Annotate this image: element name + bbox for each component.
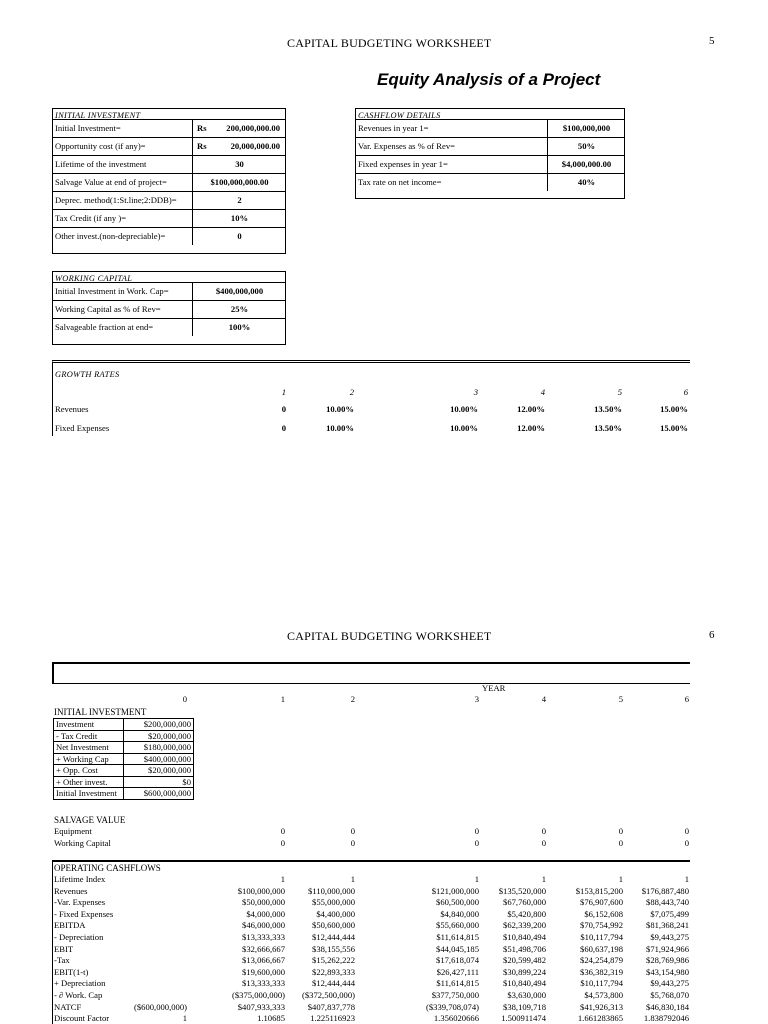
- row-label: Tax rate on net income=: [358, 177, 442, 187]
- box-row: [53, 119, 285, 137]
- investment-row: [54, 730, 194, 742]
- value-text: $400,000,000: [215, 286, 264, 296]
- operating-value: $153,815,200: [575, 885, 623, 896]
- operating-value: $71,924,966: [646, 943, 689, 954]
- box-row: [53, 282, 285, 300]
- growth-year-header: 6: [683, 387, 688, 397]
- investment-label: + Opp. Cost: [54, 765, 124, 777]
- operating-value: 1: [350, 874, 355, 884]
- operating-value: $10,840,494: [503, 978, 546, 989]
- box-row: [53, 137, 285, 155]
- investment-label: - Tax Credit: [54, 730, 124, 742]
- growth-rate-value: 10.00%: [450, 404, 478, 414]
- row-label: Opportunity cost (if any)=: [55, 141, 146, 151]
- investment-row: [54, 776, 194, 788]
- operating-value: $81,368,241: [646, 920, 689, 931]
- operating-value: $121,000,000: [431, 885, 479, 896]
- operating-row-label: - Depreciation: [54, 932, 104, 942]
- operating-value: $70,754,992: [580, 920, 623, 931]
- row-value: [192, 174, 286, 191]
- cashflow-details-box: [355, 108, 625, 199]
- operating-row-label: Lifetime Index: [54, 874, 106, 884]
- operating-value: $12,444,444: [312, 978, 355, 989]
- operating-value: $4,000,000: [246, 908, 285, 919]
- row-value: [547, 174, 625, 191]
- operating-value: $41,926,313: [580, 1001, 623, 1012]
- page-header: CAPITAL BUDGETING WORKSHEET: [287, 36, 492, 50]
- operating-value: $407,837,778: [307, 1001, 355, 1012]
- working-capital-title: WORKING CAPITAL: [55, 274, 133, 283]
- year-column-header: 2: [350, 694, 355, 704]
- value-text: $100,000,000.00: [210, 177, 269, 187]
- salvage-value: 0: [618, 838, 623, 848]
- salvage-value: 0: [280, 838, 285, 848]
- row-label: Other invest.(non-depreciable)=: [55, 231, 166, 241]
- operating-value: $100,000,000: [237, 885, 285, 896]
- operating-row-label: NATCF: [54, 1001, 82, 1012]
- operating-value: $60,500,000: [436, 897, 479, 908]
- operating-row-label: - Fixed Expenses: [54, 908, 114, 919]
- cashflow-details-title: CASHFLOW DETAILS: [358, 111, 441, 120]
- investment-label: Investment: [54, 719, 124, 731]
- investment-value: $400,000,000: [124, 753, 194, 765]
- initial-investment-table: [53, 718, 194, 800]
- operating-value: $3,630,000: [507, 990, 546, 1000]
- value-text: 10%: [230, 213, 249, 223]
- row-value: [547, 120, 625, 137]
- operating-value: $55,000,000: [312, 897, 355, 908]
- operating-value: $24,254,879: [580, 955, 623, 966]
- operating-year0-value: ($600,000,000): [134, 1001, 187, 1012]
- salvage-value: 0: [618, 826, 623, 836]
- box-row: [53, 173, 285, 191]
- growth-rate-value: 0: [281, 423, 286, 433]
- growth-rate-value: 0: [281, 404, 286, 414]
- operating-value: $43,154,980: [646, 966, 689, 977]
- row-label: Tax Credit (if any )=: [55, 213, 127, 223]
- growth-year-header: 4: [540, 387, 545, 397]
- investment-row: [54, 765, 194, 777]
- row-value: [192, 120, 286, 137]
- row-label: Fixed expenses in year 1=: [358, 159, 448, 169]
- operating-value: $7,075,499: [650, 908, 689, 919]
- operating-value: $51,498,706: [503, 943, 546, 954]
- operating-value: $44,045,185: [436, 943, 479, 954]
- growth-rate-value: 15.00%: [660, 404, 688, 414]
- year-column-header: 3: [474, 694, 479, 704]
- page-number-2: 6: [709, 629, 715, 641]
- salvage-value: 0: [280, 826, 285, 836]
- investment-value: $20,000,000: [124, 765, 194, 777]
- row-value: [192, 301, 286, 318]
- box-row: [356, 137, 624, 155]
- operating-value: $9,443,275: [650, 978, 689, 989]
- operating-value: $19,600,000: [242, 966, 285, 977]
- value-text: 30: [235, 159, 244, 169]
- operating-row-label: EBIT(1-t): [54, 966, 89, 977]
- operating-row-label: + Depreciation: [54, 978, 106, 989]
- row-value: [192, 319, 286, 336]
- operating-value: $60,637,198: [580, 943, 623, 954]
- operating-value: $4,573,800: [584, 990, 623, 1000]
- growth-rate-value: 10.00%: [450, 423, 478, 433]
- operating-value: 1.500911474: [501, 1013, 546, 1024]
- row-label: Initial Investment in Work. Cap=: [55, 286, 169, 296]
- row-value: [192, 210, 286, 227]
- growth-rates-title: GROWTH RATES: [55, 370, 120, 379]
- operating-row-label: Discount Factor: [54, 1013, 110, 1024]
- operating-value: $4,840,000: [440, 908, 479, 919]
- row-value: [192, 138, 286, 155]
- page-number: 5: [709, 35, 715, 47]
- row-label: Salvage Value at end of project=: [55, 177, 167, 187]
- investment-value: $200,000,000: [124, 719, 194, 731]
- row-value: [192, 228, 286, 245]
- operating-value: $407,933,333: [237, 1001, 285, 1012]
- growth-rate-value: 10.00%: [326, 404, 354, 414]
- operating-value: ($372,500,000): [302, 990, 355, 1000]
- operating-value: $76,907,600: [580, 897, 623, 908]
- box-row: [356, 119, 624, 137]
- value-text: 50%: [577, 141, 596, 151]
- growth-rate-value: 10.00%: [326, 423, 354, 433]
- value-text: 40%: [577, 177, 596, 187]
- salvage-row-label: Working Capital: [54, 838, 111, 848]
- page-header-2: CAPITAL BUDGETING WORKSHEET: [287, 629, 492, 643]
- operating-value: $22,893,333: [312, 966, 355, 977]
- growth-rate-value: 15.00%: [660, 423, 688, 433]
- year-label: YEAR: [482, 683, 506, 693]
- operating-value: $12,444,444: [312, 932, 355, 942]
- salvage-value: 0: [474, 826, 479, 836]
- growth-rates-section: [52, 360, 690, 436]
- year-column-header: 0: [182, 694, 187, 704]
- operating-value: $6,152,608: [584, 908, 623, 919]
- box-row: [356, 155, 624, 173]
- investment-row: [54, 742, 194, 754]
- investment-label: + Working Cap: [54, 753, 124, 765]
- working-capital-box: [52, 271, 286, 345]
- operating-value: 1: [474, 874, 479, 884]
- year-column-header: 1: [280, 694, 285, 704]
- year-header-bar: [52, 662, 690, 684]
- operating-value: $38,155,556: [312, 943, 355, 954]
- operating-value: 1: [684, 874, 689, 884]
- salvage-value: 0: [541, 838, 546, 848]
- initial-investment-title: INITIAL INVESTMENT: [55, 111, 141, 120]
- year-column-header: 6: [684, 694, 689, 704]
- salvage-value: 0: [350, 826, 355, 836]
- box-row: [356, 173, 624, 191]
- box-row: [53, 209, 285, 227]
- salvage-row-label: Equipment: [54, 826, 92, 836]
- operating-value: 1.10685: [257, 1013, 285, 1024]
- row-label: Salvageable fraction at end=: [55, 322, 154, 332]
- operating-year0-value: 1: [182, 1013, 187, 1024]
- operating-value: $17,618,074: [436, 955, 479, 966]
- row-label: Working Capital as % of Rev=: [55, 304, 161, 314]
- operating-row-label: -Tax: [54, 955, 70, 966]
- value-text: $100,000,000: [562, 123, 611, 133]
- investment-value: $180,000,000: [124, 742, 194, 754]
- value-text: $4,000,000.00: [561, 159, 612, 169]
- salvage-value: 0: [684, 826, 689, 836]
- operating-value: $5,768,070: [650, 990, 689, 1000]
- operating-value: $135,520,000: [498, 885, 546, 896]
- operating-row-label: EBIT: [54, 943, 74, 954]
- box-row: [53, 300, 285, 318]
- operating-value: $20,599,482: [503, 955, 546, 966]
- operating-value: $10,117,794: [580, 932, 623, 942]
- investment-row: [54, 719, 194, 731]
- investment-row: [54, 753, 194, 765]
- year-column-header: 4: [541, 694, 546, 704]
- operating-value: ($339,708,074): [426, 1001, 479, 1012]
- operating-value: $110,000,000: [308, 885, 355, 896]
- operating-value: $50,000,000: [242, 897, 285, 908]
- value-text: 200,000,000.00: [226, 123, 280, 133]
- row-label: Deprec. method(1:St.line;2:DDB)=: [55, 195, 177, 205]
- operating-value: $32,666,667: [242, 943, 285, 954]
- salvage-value: 0: [541, 826, 546, 836]
- row-value: [547, 156, 625, 173]
- growth-row-label: Fixed Expenses: [55, 423, 110, 433]
- investment-value: $20,000,000: [124, 730, 194, 742]
- salvage-value-title: SALVAGE VALUE: [54, 815, 126, 825]
- row-value: [192, 156, 286, 173]
- operating-value: 1: [280, 874, 285, 884]
- operating-value: $176,887,480: [641, 885, 689, 896]
- operating-value: $26,427,111: [436, 966, 479, 977]
- operating-value: $5,420,800: [507, 908, 546, 919]
- row-value: [192, 192, 286, 209]
- operating-value: $30,899,224: [503, 966, 546, 977]
- operating-value: $38,109,718: [503, 1001, 546, 1012]
- operating-row-label: Revenues: [54, 885, 88, 896]
- growth-row-label: Revenues: [55, 404, 89, 414]
- operating-value: $4,400,000: [316, 908, 355, 919]
- growth-rate-value: 12.00%: [517, 404, 545, 414]
- operating-cashflows-title: OPERATING CASHFLOWS: [54, 863, 161, 873]
- operating-value: $50,600,000: [312, 920, 355, 931]
- growth-year-header: 1: [281, 387, 286, 397]
- investment-label: Net Investment: [54, 742, 124, 754]
- operating-value: $10,117,794: [580, 978, 623, 989]
- investment-value: $600,000,000: [124, 788, 194, 800]
- box-row: [53, 318, 285, 336]
- row-label: Var. Expenses as % of Rev=: [358, 141, 455, 151]
- value-text: 25%: [230, 304, 249, 314]
- operating-row-label: - ∂ Work. Cap: [54, 990, 103, 1000]
- operating-value: $15,262,222: [312, 955, 355, 966]
- operating-value: 1.225116923: [310, 1013, 355, 1024]
- operating-value: 1.661283865: [577, 1013, 623, 1024]
- salvage-value: 0: [684, 838, 689, 848]
- investment-label: + Other invest.: [54, 776, 124, 788]
- growth-year-header: 5: [617, 387, 622, 397]
- row-label: Initial Investment=: [55, 123, 121, 133]
- box-row: [53, 155, 285, 173]
- salvage-value: 0: [474, 838, 479, 848]
- growth-year-header: 3: [473, 387, 478, 397]
- operating-value: 1: [541, 874, 546, 884]
- initial-investment-title-2: INITIAL INVESTMENT: [54, 707, 147, 717]
- operating-value: $10,840,494: [503, 932, 546, 942]
- operating-value: $88,443,740: [646, 897, 689, 908]
- operating-value: $67,760,000: [503, 897, 546, 908]
- box-row: [53, 227, 285, 245]
- row-value: [192, 283, 286, 300]
- growth-rate-value: 12.00%: [517, 423, 545, 433]
- box-row: [53, 191, 285, 209]
- operating-value: 1: [618, 874, 623, 884]
- operating-value: $28,769,986: [646, 955, 689, 966]
- operating-value: 1.838792046: [643, 1013, 689, 1024]
- investment-value: $0: [124, 776, 194, 788]
- operating-row-label: -Var. Expenses: [54, 897, 106, 908]
- operating-value: $46,830,184: [646, 1001, 689, 1012]
- salvage-value: 0: [350, 838, 355, 848]
- operating-value: $9,443,275: [650, 932, 689, 942]
- operating-divider: [52, 860, 690, 862]
- investment-row: [54, 788, 194, 800]
- row-value: [547, 138, 625, 155]
- operating-value: $36,382,319: [580, 966, 623, 977]
- page-subtitle: Equity Analysis of a Project: [377, 70, 601, 89]
- operating-value: $55,660,000: [436, 920, 479, 931]
- value-text: 0: [237, 231, 242, 241]
- operating-value: $11,614,815: [436, 932, 479, 942]
- currency-label: Rs: [197, 123, 207, 133]
- value-text: 100%: [228, 322, 251, 332]
- operating-value: $46,000,000: [242, 920, 285, 931]
- row-label: Lifetime of the investment: [55, 159, 147, 169]
- year-column-header: 5: [618, 694, 623, 704]
- operating-row-label: EBITDA: [54, 920, 86, 931]
- operating-value: $13,333,333: [242, 978, 285, 989]
- growth-year-header: 2: [349, 387, 354, 397]
- value-text: 2: [237, 195, 242, 205]
- growth-rate-value: 13.50%: [594, 423, 622, 433]
- operating-value: 1.356020666: [433, 1013, 479, 1024]
- operating-value: $13,333,333: [242, 932, 285, 942]
- currency-label: Rs: [197, 141, 207, 151]
- growth-rate-value: 13.50%: [594, 404, 622, 414]
- operating-value: ($375,000,000): [232, 990, 285, 1000]
- operating-value: $13,066,667: [242, 955, 285, 966]
- investment-label: Initial Investment: [54, 788, 124, 800]
- operating-left-rule: [52, 860, 53, 1024]
- operating-value: $11,614,815: [436, 978, 479, 989]
- initial-investment-box: [52, 108, 286, 254]
- value-text: 20,000,000.00: [230, 141, 280, 151]
- operating-value: $377,750,000: [431, 990, 479, 1000]
- row-label: Revenues in year 1=: [358, 123, 429, 133]
- operating-value: $62,339,200: [503, 920, 546, 931]
